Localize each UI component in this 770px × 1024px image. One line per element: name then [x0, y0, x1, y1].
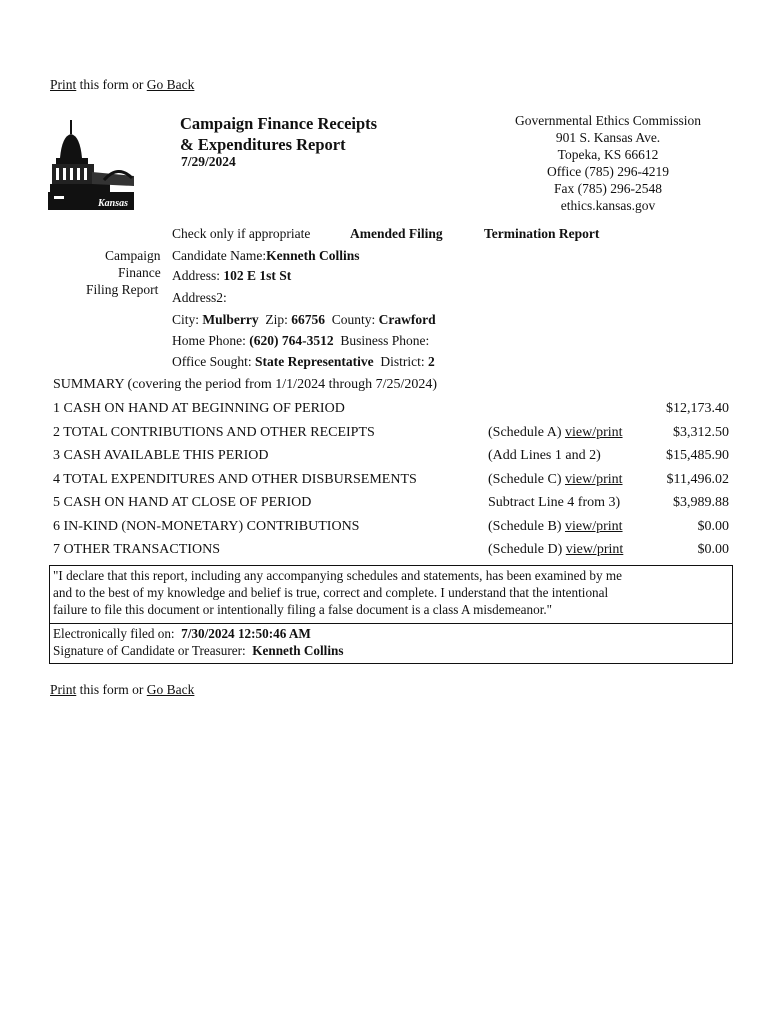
city-label: City:	[172, 312, 200, 327]
nav-mid-text: this form or	[79, 77, 144, 92]
seal-text: Kansas	[98, 198, 129, 209]
signature-text	[50, 624, 732, 660]
district-value: 2	[427, 354, 435, 369]
commission-address	[488, 112, 728, 214]
signature-label: Signature of Candidate or Treasurer:	[53, 643, 246, 658]
summary-line-6-amount: $0.00	[697, 518, 729, 534]
commission-fax: Fax (785) 296-2548	[554, 181, 662, 196]
summary-line-2-amount: $3,312.50	[673, 424, 729, 440]
signature-box	[49, 623, 733, 664]
summary-line-6-view-print-link[interactable]: view/print	[564, 518, 623, 534]
city-row	[172, 312, 436, 328]
summary-line-7-schedule: (Schedule D)	[488, 542, 563, 557]
summary-line-4-view-print-link[interactable]: view/print	[564, 471, 623, 487]
summary-line-7-note	[488, 542, 623, 558]
address-row	[172, 268, 291, 284]
summary-line-2-view-print-link[interactable]: view/print	[564, 424, 623, 440]
declaration-box	[49, 565, 733, 624]
summary-line-2-schedule: (Schedule A)	[488, 424, 562, 440]
summary-line-7-label: 7 OTHER TRANSACTIONS	[53, 542, 220, 557]
summary-line-3-amount: $15,485.90	[666, 448, 729, 463]
summary-line-4-amount: $11,496.02	[666, 471, 729, 487]
declaration-text	[50, 566, 732, 619]
address2-label: Address2:	[172, 290, 227, 305]
summary-line-4-label: 4 TOTAL EXPENDITURES AND OTHER DISBURSEMENTS	[53, 471, 417, 487]
go-back-link[interactable]: Go Back	[146, 77, 195, 92]
filed-on-value: 7/30/2024 12:50:46 AM	[181, 626, 311, 641]
address2-row	[172, 290, 227, 306]
city-value: Mulberry	[202, 312, 259, 327]
summary-line-3-note	[488, 448, 601, 464]
summary-line-5-label: 5 CASH ON HAND AT CLOSE OF PERIOD	[53, 495, 312, 510]
home-phone-value: (620) 764-3512	[249, 333, 334, 348]
summary-line-5-amount: $3,989.88	[673, 495, 729, 510]
summary-line-5-note	[488, 495, 620, 511]
signature-value: Kenneth Collins	[252, 643, 344, 658]
signature-row	[53, 642, 729, 659]
title-line-2: & Expenditures Report	[180, 135, 346, 154]
district-label: District:	[380, 354, 425, 369]
summary-line-1-amount: $12,173.40	[666, 401, 729, 416]
declaration-line-3: failure to file this document or intentionally filing a false document is a class A misdemeanor."	[53, 602, 553, 617]
commission-website: ethics.kansas.gov	[560, 198, 656, 213]
office-row	[172, 354, 435, 370]
office-sought-label: Office Sought:	[172, 354, 252, 369]
termination-report: Termination Report	[484, 226, 600, 241]
address-label: Address:	[172, 268, 220, 283]
check-label: Check only if appropriate	[172, 226, 311, 241]
candidate-name-row	[172, 248, 360, 264]
title-line-1: Campaign Finance Receipts	[180, 114, 378, 133]
top-nav	[50, 77, 194, 93]
candidate-name-label: Candidate Name:	[172, 248, 267, 263]
county-value: Crawford	[378, 312, 436, 327]
side-label-campaign: Campaign	[105, 248, 161, 263]
summary-line-4-note	[488, 472, 623, 488]
print-link[interactable]: Print	[50, 77, 77, 92]
declaration-line-1: "I declare that this report, including any accompanying schedules and statements, has been examined by me	[53, 568, 622, 583]
county-label: County:	[331, 312, 376, 327]
office-sought-value: State Representative	[255, 354, 374, 369]
summary-line-3-label: 3 CASH AVAILABLE THIS PERIOD	[53, 448, 269, 463]
print-link-bottom[interactable]: Print	[50, 682, 77, 697]
declaration-line-2: and to the best of my knowledge and belief is true, correct and complete. I understand that the intentional	[53, 585, 609, 600]
summary-line-6-schedule: (Schedule B)	[488, 518, 562, 534]
side-label-finance: Finance	[118, 265, 161, 280]
summary-line-6-note	[488, 519, 623, 535]
summary-line-2-note	[488, 425, 623, 441]
side-label-filing-report: Filing Report	[86, 282, 159, 297]
report-title	[180, 113, 377, 155]
summary-line-2-label: 2 TOTAL CONTRIBUTIONS AND OTHER RECEIPTS	[53, 424, 375, 440]
filed-on-label: Electronically filed on:	[53, 626, 175, 641]
filed-on-row	[53, 625, 729, 642]
commission-city: Topeka, KS 66612	[557, 147, 659, 162]
address-value: 102 E 1st St	[223, 268, 292, 283]
bottom-nav	[50, 682, 194, 698]
kansas-capitol-seal	[48, 114, 138, 214]
amended-filing: Amended Filing	[350, 226, 443, 241]
go-back-link-bottom[interactable]: Go Back	[146, 682, 195, 697]
report-date: 7/29/2024	[181, 154, 236, 169]
summary-line-3-schedule: (Add Lines 1 and 2)	[488, 448, 601, 463]
business-phone-label: Business Phone:	[340, 333, 430, 348]
summary-line-1-label: 1 CASH ON HAND AT BEGINNING OF PERIOD	[53, 401, 345, 416]
summary-line-7-view-print-link[interactable]: view/print	[565, 542, 624, 557]
commission-name: Governmental Ethics Commission	[515, 113, 701, 128]
candidate-name-value: Kenneth Collins	[266, 248, 360, 263]
nav-mid-text-bottom: this form or	[79, 682, 144, 697]
zip-value: 66756	[291, 312, 326, 327]
summary-line-4-schedule: (Schedule C)	[488, 471, 562, 487]
commission-office-phone: Office (785) 296-4219	[547, 164, 669, 179]
home-phone-label: Home Phone:	[172, 333, 246, 348]
summary-line-5-schedule: Subtract Line 4 from 3)	[488, 495, 621, 510]
phone-row	[172, 333, 429, 349]
summary-line-7-amount: $0.00	[697, 542, 729, 557]
commission-street: 901 S. Kansas Ave.	[555, 130, 661, 145]
summary-line-6-label: 6 IN-KIND (NON-MONETARY) CONTRIBUTIONS	[53, 518, 360, 534]
summary-heading: SUMMARY (covering the period from 1/1/2024 through 7/25/2024)	[53, 377, 438, 392]
zip-label: Zip:	[265, 312, 288, 327]
